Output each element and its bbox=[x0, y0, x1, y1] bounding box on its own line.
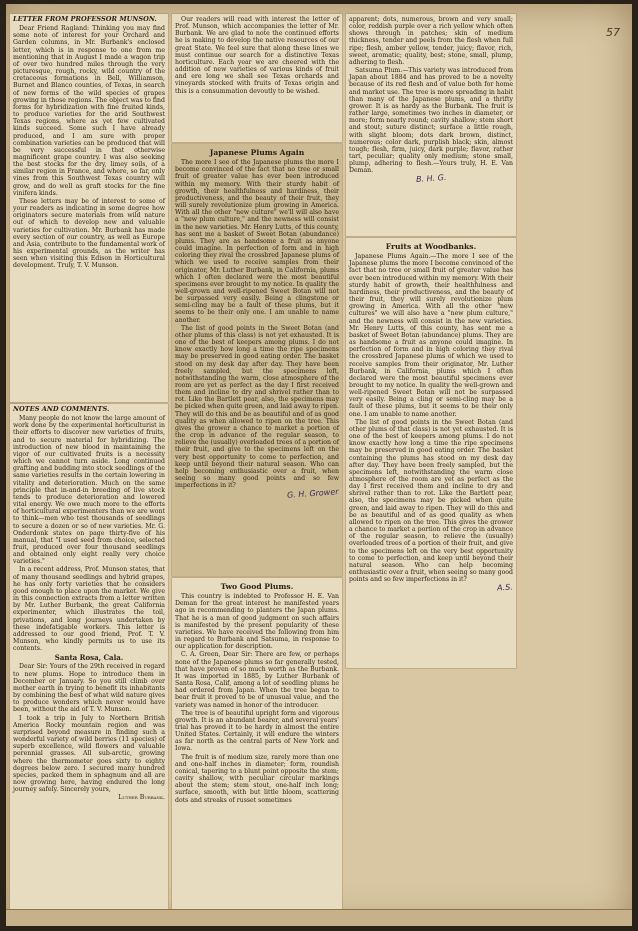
clipping-satsuma-plum bbox=[346, 14, 516, 236]
clipping-munson-letter bbox=[10, 14, 168, 402]
paragraph: Many people do not know the large amount of work done by the experimental horticulturist in their efforts to discover new varieties of fruits, and to secure material for hybridizing. The introduction of new blood in maintaining the vigor of our cultivated fruits is a necessity which we cannot turn aside. Long continued grafting and budding into stock seedlings of the same varieties results in the certain lowering in vitality and deterioration. Much on the same principle that in-and-in breeding of live stock tends to produce deterioration and lowered vital energy. We owe much more to the efforts of horticultural experimenters than we are wont to think—men who test thousands of seedlings to secure a dozen or so of new varieties. Mr. G. Onderdonk states on page thirty-five of his manual, that "I used seed from choice, selected fruit, produced over four thousand seedlings and obtained only eight really very choice varieties." bbox=[13, 415, 165, 566]
handwritten-initials: A.S. bbox=[496, 582, 514, 593]
paragraph: In a recent address, Prof. Munson states, that of many thousand seedlings and hybrid grapes, he has only forty varieties that he considers good enough to place upon the market. We give in this connection extracts from a letter written by Mr. Luther Burbank, the great California experimenter, which illustrates the toil, privations, and long journeys undertaken by these indefatigable workers. This letter is addressed to our good friend, Prof. T. V. Munson, who kindly permits us to use its contents. bbox=[13, 566, 165, 653]
page-bottom-edge bbox=[6, 909, 632, 926]
clipping-title: Japanese Plums Again bbox=[209, 148, 305, 157]
paragraph: The more I see of the Japanese plums the more I become convinced of the fact that no tree or small fruit of greater value has ever been introduced within my memory. With their sturdy habit of growth, their healthfulness and hardiness, their productiveness, and the beauty of their fruit, they will surely revolutionize plum growing in America. With all the other "new culture" we'll will also have a "new plum culture," and the newness will consist in the new varieties. Mr. Henry Lutts, of this county, has sent me a basket of Sweet Botan (abundance) plums. They are as handsome a fruit as anyone could imagine. In perfection of form and in high coloring they rival the crossbred Japanese plums of which we used to receive samples from their originator, Mr. Luther Burbank, in California, plums which I often declared were the most beautiful specimens ever brought to my notice. In quality the well-grown and well-ripened Sweet Botan will not be surpassed very easily. Being a clingstone or semi-cling may be a fault of these plums, but it seems to be their only one. I am unable to name another. bbox=[175, 159, 340, 324]
paragraph: The fruit is of medium size, rarely more than one and one-half inches in diameter; form, roundish conical, tapering to a blunt point opposite the stem; cavity shallow, with peculiar circular markings about the stem; stem stout, one-half inch long; surface, smooth, with but little bloom, scattering dots and streaks of russet sometimes bbox=[175, 753, 339, 804]
signature: Luther Burbank. bbox=[118, 794, 165, 802]
clipping-two-good-plums bbox=[172, 578, 342, 916]
paragraph: Japanese Plums Again.—The more I see of the Japanese plums the more I become convinced of the fact that no tree or small fruit of greater value has ever been introduced within my memory. With their sturdy habit of growth, their healthfulness and hardiness, their productiveness, and the beauty of their fruit, they will surely revolutionize plum growing in America. With all the other "new cultures" we will also have a "new plum culture," and the newness will consist in the new varieties. Mr. Henry Lutts, of this county, has sent me a basket of Sweet Botan (abundance) plums. They are as handsome a fruit as anyone could imagine. In perfection of form and in high coloring they rival the crossbred Japanese plums of which we used to receive samples from their originator, Mr. Luther Burbank, in California, plums which I often declared were the most beautiful specimens ever brought to my notice. In quality the well-grown and well-ripened Sweet Botan will not be surpassed very easily. Being a cling or semi-cling may be a fault of these plums, but it seems to be their only one. I am unable to name another. bbox=[349, 253, 514, 418]
dateline: Santa Rosa, Cala. bbox=[54, 653, 124, 663]
scrapbook-page bbox=[6, 4, 632, 926]
paragraph: C. A. Green, Dear Sir: There are few, or perhaps none of the Japanese plums so far generally tested, that have proven of so much worth as the Burbank. It was imported in 1885, by Luther Burbank of Santa Rosa, Calif, among a lot of seedling plums he had ordered from Japan. When the tree began to bear fruit it proved to be of unusual value, and the variety was named in honor of the introducer. bbox=[175, 651, 339, 709]
clipping-fruits-at-woodbanks bbox=[346, 238, 516, 668]
clipping-title: LETTER FROM PROFESSOR MUNSON. bbox=[13, 15, 157, 23]
clipping-editorial-intro bbox=[172, 14, 342, 142]
clipping-notes-and-comments bbox=[10, 404, 168, 916]
clipping-title: NOTES AND COMMENTS. bbox=[13, 405, 110, 413]
clipping-japanese-plums-again bbox=[172, 144, 342, 576]
clipping-title: Fruits at Woodbanks. bbox=[385, 242, 477, 251]
page-number: 57 bbox=[606, 26, 620, 39]
paragraph: The list of good points in the Sweet Botan (and other plums of that class) is not yet exhausted. It is one of the best of keepers among plums. I do not know exactly how long a time the ripe specimens may be preserved in good eating order. The basket containing the plums has stood on my desk day after day. They have been freely sampled, but the specimens left, notwithstanding the warm close atmosphere of the room are yet as perfect as the day I first received them and incline to dry and shrivel rather than to rot. Like the Bartlett pear, also, the specimens may be picked when quite green, and laid away to ripen. They will do this and be as beautiful and of as good quality as when allowed to ripen on the tree. This gives the grower a chance to market a portion of the crop in advance of the regular season, to relieve the (usually) overloaded trees of a portion of their fruit, and give to the specimens left on the very best opportunity to come to perfection, and keep until beyond their natural season. Who can help becoming enthusiastic over a fruit, when seeing so many good points and so few imperfections in it? bbox=[349, 418, 513, 584]
paragraph: Dear Sir: Yours of the 29th received in regard to new plums. Hope to introduce them in December or January. So you still climb over mother earth in trying to benefit its inhabitants by combining the best of what wild nature gives to produce wonders which never would have been, without the aid of T. V. Munson. bbox=[13, 663, 165, 714]
paragraph: This country is indebted to Professor H. E. Van Deman for the great interest he manifested years ago in recommending to planters the Japan plums. That he is a man of good judgment on such affairs is manifested by the present popularity of these varieties. We have received the following from him in regard to Burbank and Satsuma, in response to our application for description. bbox=[175, 593, 339, 651]
paragraph: Satsuma Plum.—This variety was introduced from Japan about 1884 and has proved to be a novelty because of its red flesh and of value both for home and market use. The tree is more spreading in habit than many of the Japanese plums, and a thrifty grower. It is as hardy as the Burbank. The fruit is rather large, sometimes two inches in diameter, or more; form nearly round; cavity shallow; stem short and stout; suture distinct; surface a little rough, with slight bloom; dots dark brown, distinct, numerous; color dark, purplish black; skin, almost tough; flesh, firm, juicy, dark purple; flavor, rather tart, peculiar; quality only medium; stone small, plump, adhering to flesh.—Yours truly, H. E. Van Deman. bbox=[349, 67, 513, 175]
handwritten-signature: G. H. Grower bbox=[287, 487, 340, 501]
paragraph: apparent; dots, numerous, brown and very small; color, reddish purple over a rich yellow which often shows through in patches; skin of medium thickness, tender and peels from the flesh when full ripe; flesh, amber yellow, tender, juicy; flavor, rich, sweet, aromatic; quality, best; stone, small, plump, adhering to flesh. bbox=[349, 16, 513, 66]
paragraph: Dear Friend Ragland: Thinking you may find some note of interest for your Orchard and Garden columns, in Mr. Burbank's enclosed letter, which is in response to one from me mentioning that in August I made a wagon trip of over two hundred miles through the very picturesque, rough, rocky, wild country of the cretaceous formations in Bell, Williamson, Burnet and Blanco counties, of Texas, in search of new forms of the wild species of grapes growing in those regions. The object was to find forms for hybridization with fine fruited kinds, to produce varieties for the arid Southwest Texas regions, where as yet few cultivated kinds succeed. Some such I have already produced, and I am sure with proper combination varieties can be produced that will be very successful in that otherwise magnificent grape country. I was also seeking the best stocks for the dry, limey soils, of a similar region in France, and where, so far, only vines from this Southwest Texas country will grow, and do well as graft stocks for the fine vinifera kinds. bbox=[13, 25, 165, 197]
paragraph: These letters may be of interest to some of your readers as indicating in some degree how originators secure materials from wild nature out of which to develop new and valuable varieties for cultivation. Mr. Burbank has made every section of our country, as well as Europe and Asia, contribute to the fundamental work of his experimental grounds, as the writer has seen when visiting this Edison in Horticultural development. Truly, T. V. Munson. bbox=[13, 197, 165, 270]
paragraph: The tree is of beautiful upright form and vigorous growth. It is an abundant bearer, and several years' trial has proved it to be hardy in almost the entire United States. Certainly, it will endure the winters as far north as the central parts of New York and Iowa. bbox=[175, 709, 339, 753]
handwritten-initials: B. H. G. bbox=[415, 173, 447, 185]
clipping-title: Two Good Plums. bbox=[220, 582, 294, 591]
paragraph: Our readers will read with interest the letter of Prof. Munson, which accompanies the letter of Mr. Burbank. We are glad to note the continued efforts he is making to develop the native resources of our great State. We feel sure that along these lines we must continue our search for a distinctive Texas horticulture. Each year we are cheered with the addition of new varieties of various kinds of fruit and ere long we shall see Texas orchards and vineyards stocked with fruits of Texas origin and this is a consummation devoutly to be wished. bbox=[175, 16, 339, 95]
paragraph: I took a trip in July to Northern British America Rocky mountain region and was surprised beyond measure in finding such a wonderful variety of wild berries (11 species) of superb excellence, wild flowers and valuable perennial grasses. All sub-arctic, growing where the thermometer goes sixty to eighty degrees below zero. I secured many hundred species, packed them in sphagnum and all are now growing here, having endured the long journey safely. Sincerely yours, bbox=[13, 714, 165, 794]
paragraph: The list of good points in the Sweet Botan (and other plums of this class) is not yet exhausted. It is one of the best of keepers among plums. I do not know exactly how long a time the ripe specimens may be preserved in good eating order. The basket stood on my desk day after day. They have been freely sampled, but the specimens left, notwithstanding the warm, close atmosphere of the room are yet as perfect as the day I first received them and incline to dry and shrivel rather than to rot. Like the Bartlett pear, also, the specimens may be picked when quite green, and laid away to ripen. They will do this and be as beautiful and of as good quality as when allowed to ripen on the tree. This gives the grower a chance to market a portion of the crop in advance of the regular season, to relieve the (usually) overloaded trees of a portion of their fruit, and give to the specimens left on the very best opportunity to come to perfection, and keep until beyond their natural season. Who can help becoming enthusiastic over a fruit, when seeing so many good points and so few imperfections in it? bbox=[175, 324, 339, 490]
